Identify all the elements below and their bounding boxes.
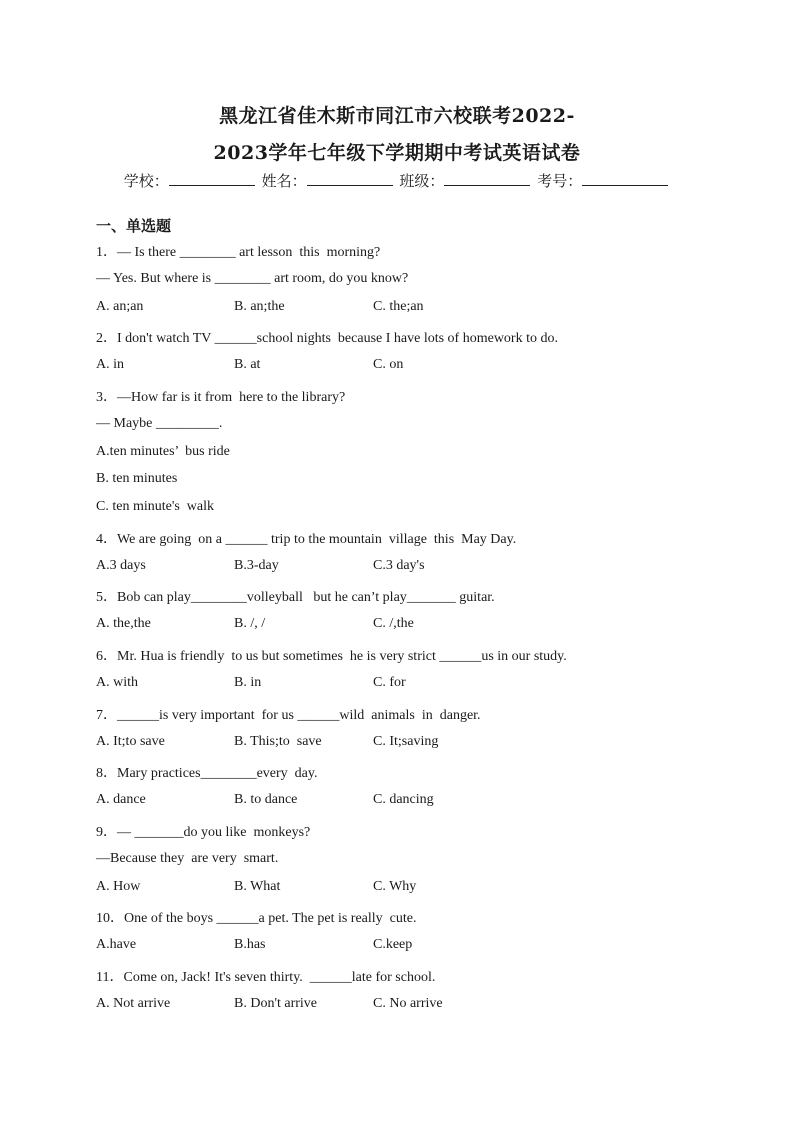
exam-title-line-2: 2023学年七年级下学期期中考试英语试卷 [213, 142, 581, 164]
question-7-option-a: A. It;to save [96, 734, 165, 749]
question-3-stem: 3．—How far is it from here to the library? [96, 390, 346, 405]
question-3-option-a: A.ten minutes’ bus ride [96, 444, 230, 459]
question-3-option-b: B. ten minutes [96, 471, 178, 486]
question-2-option-c: C. on [373, 357, 404, 372]
question-4-option-a: A.3 days [96, 558, 146, 573]
class-label: 班级： [399, 172, 445, 190]
name-label: 姓名： [261, 172, 307, 190]
question-9-option-a: A. How [96, 879, 141, 894]
question-5-option-b: B. /, / [234, 616, 266, 631]
question-7-option-b: B. This;to save [234, 734, 322, 749]
school-blank [169, 171, 255, 186]
question-4-option-c: C.3 day's [373, 558, 425, 573]
question-9-option-b: B. What [234, 879, 281, 894]
question-8-option-c: C. dancing [373, 792, 434, 807]
question-8-option-a: A. dance [96, 792, 146, 807]
question-10-option-c: C.keep [373, 937, 413, 952]
question-11-option-a: A. Not arrive [96, 996, 171, 1011]
question-2-option-b: B. at [234, 357, 261, 372]
question-5-option-a: A. the,the [96, 616, 151, 631]
question-7-option-c: C. It;saving [373, 734, 439, 749]
question-9-option-c: C. Why [373, 879, 417, 894]
student-info-row [0, 170, 794, 191]
question-10-option-b: B.has [234, 937, 266, 952]
question-5-option-c: C. /,the [373, 616, 414, 631]
question-3-option-c: C. ten minute's walk [96, 499, 215, 514]
question-11-stem: 11．Come on, Jack! It's seven thirty. ______late for school. [96, 970, 436, 985]
question-6-option-c: C. for [373, 675, 406, 690]
question-8-option-b: B. to dance [234, 792, 298, 807]
question-6-option-a: A. with [96, 675, 138, 690]
question-2-stem: 2．I don't watch TV ______school nights because I have lots of homework to do. [96, 331, 558, 346]
question-7-stem: 7．______is very important for us ______wild animals in danger. [96, 708, 481, 723]
name-blank [307, 171, 393, 186]
question-1-stem: 1．— Is there ________ art lesson this morning? [96, 245, 381, 260]
question-1-option-c: C. the;an [373, 299, 424, 314]
class-blank [444, 171, 530, 186]
question-1-option-b: B. an;the [234, 299, 285, 314]
section-heading: 一、单选题 [96, 217, 172, 235]
question-10-option-a: A.have [96, 937, 137, 952]
question-3-stem-reply: — Maybe _________. [96, 416, 223, 431]
question-9-stem: 9．— _______do you like monkeys? [96, 825, 311, 840]
question-6-option-b: B. in [234, 675, 262, 690]
question-11-option-b: B. Don't arrive [234, 996, 318, 1011]
exam-title-line-1: 黑龙江省佳木斯市同江市六校联考2022- [219, 105, 575, 127]
exam-number-label: 考号： [537, 172, 583, 190]
question-1-option-a: A. an;an [96, 299, 144, 314]
question-5-stem: 5．Bob can play________volleyball but he can’t play_______ guitar. [96, 590, 495, 605]
question-2-option-a: A. in [96, 357, 124, 372]
question-1-stem-reply: — Yes. But where is ________ art room, do you know? [96, 271, 409, 286]
question-4-stem: 4．We are going on a ______ trip to the mountain village this May Day. [96, 532, 517, 547]
question-9-stem-reply: —Because they are very smart. [96, 851, 279, 866]
question-6-stem: 6．Mr. Hua is friendly to us but sometimes he is very strict ______us in our study. [96, 649, 567, 664]
exam-number-blank [582, 171, 668, 186]
school-label: 学校： [123, 172, 169, 190]
question-8-stem: 8．Mary practices________every day. [96, 766, 318, 781]
question-4-option-b: B.3-day [234, 558, 279, 573]
question-10-stem: 10．One of the boys ______a pet. The pet is really cute. [96, 911, 417, 926]
question-11-option-c: C. No arrive [373, 996, 443, 1011]
